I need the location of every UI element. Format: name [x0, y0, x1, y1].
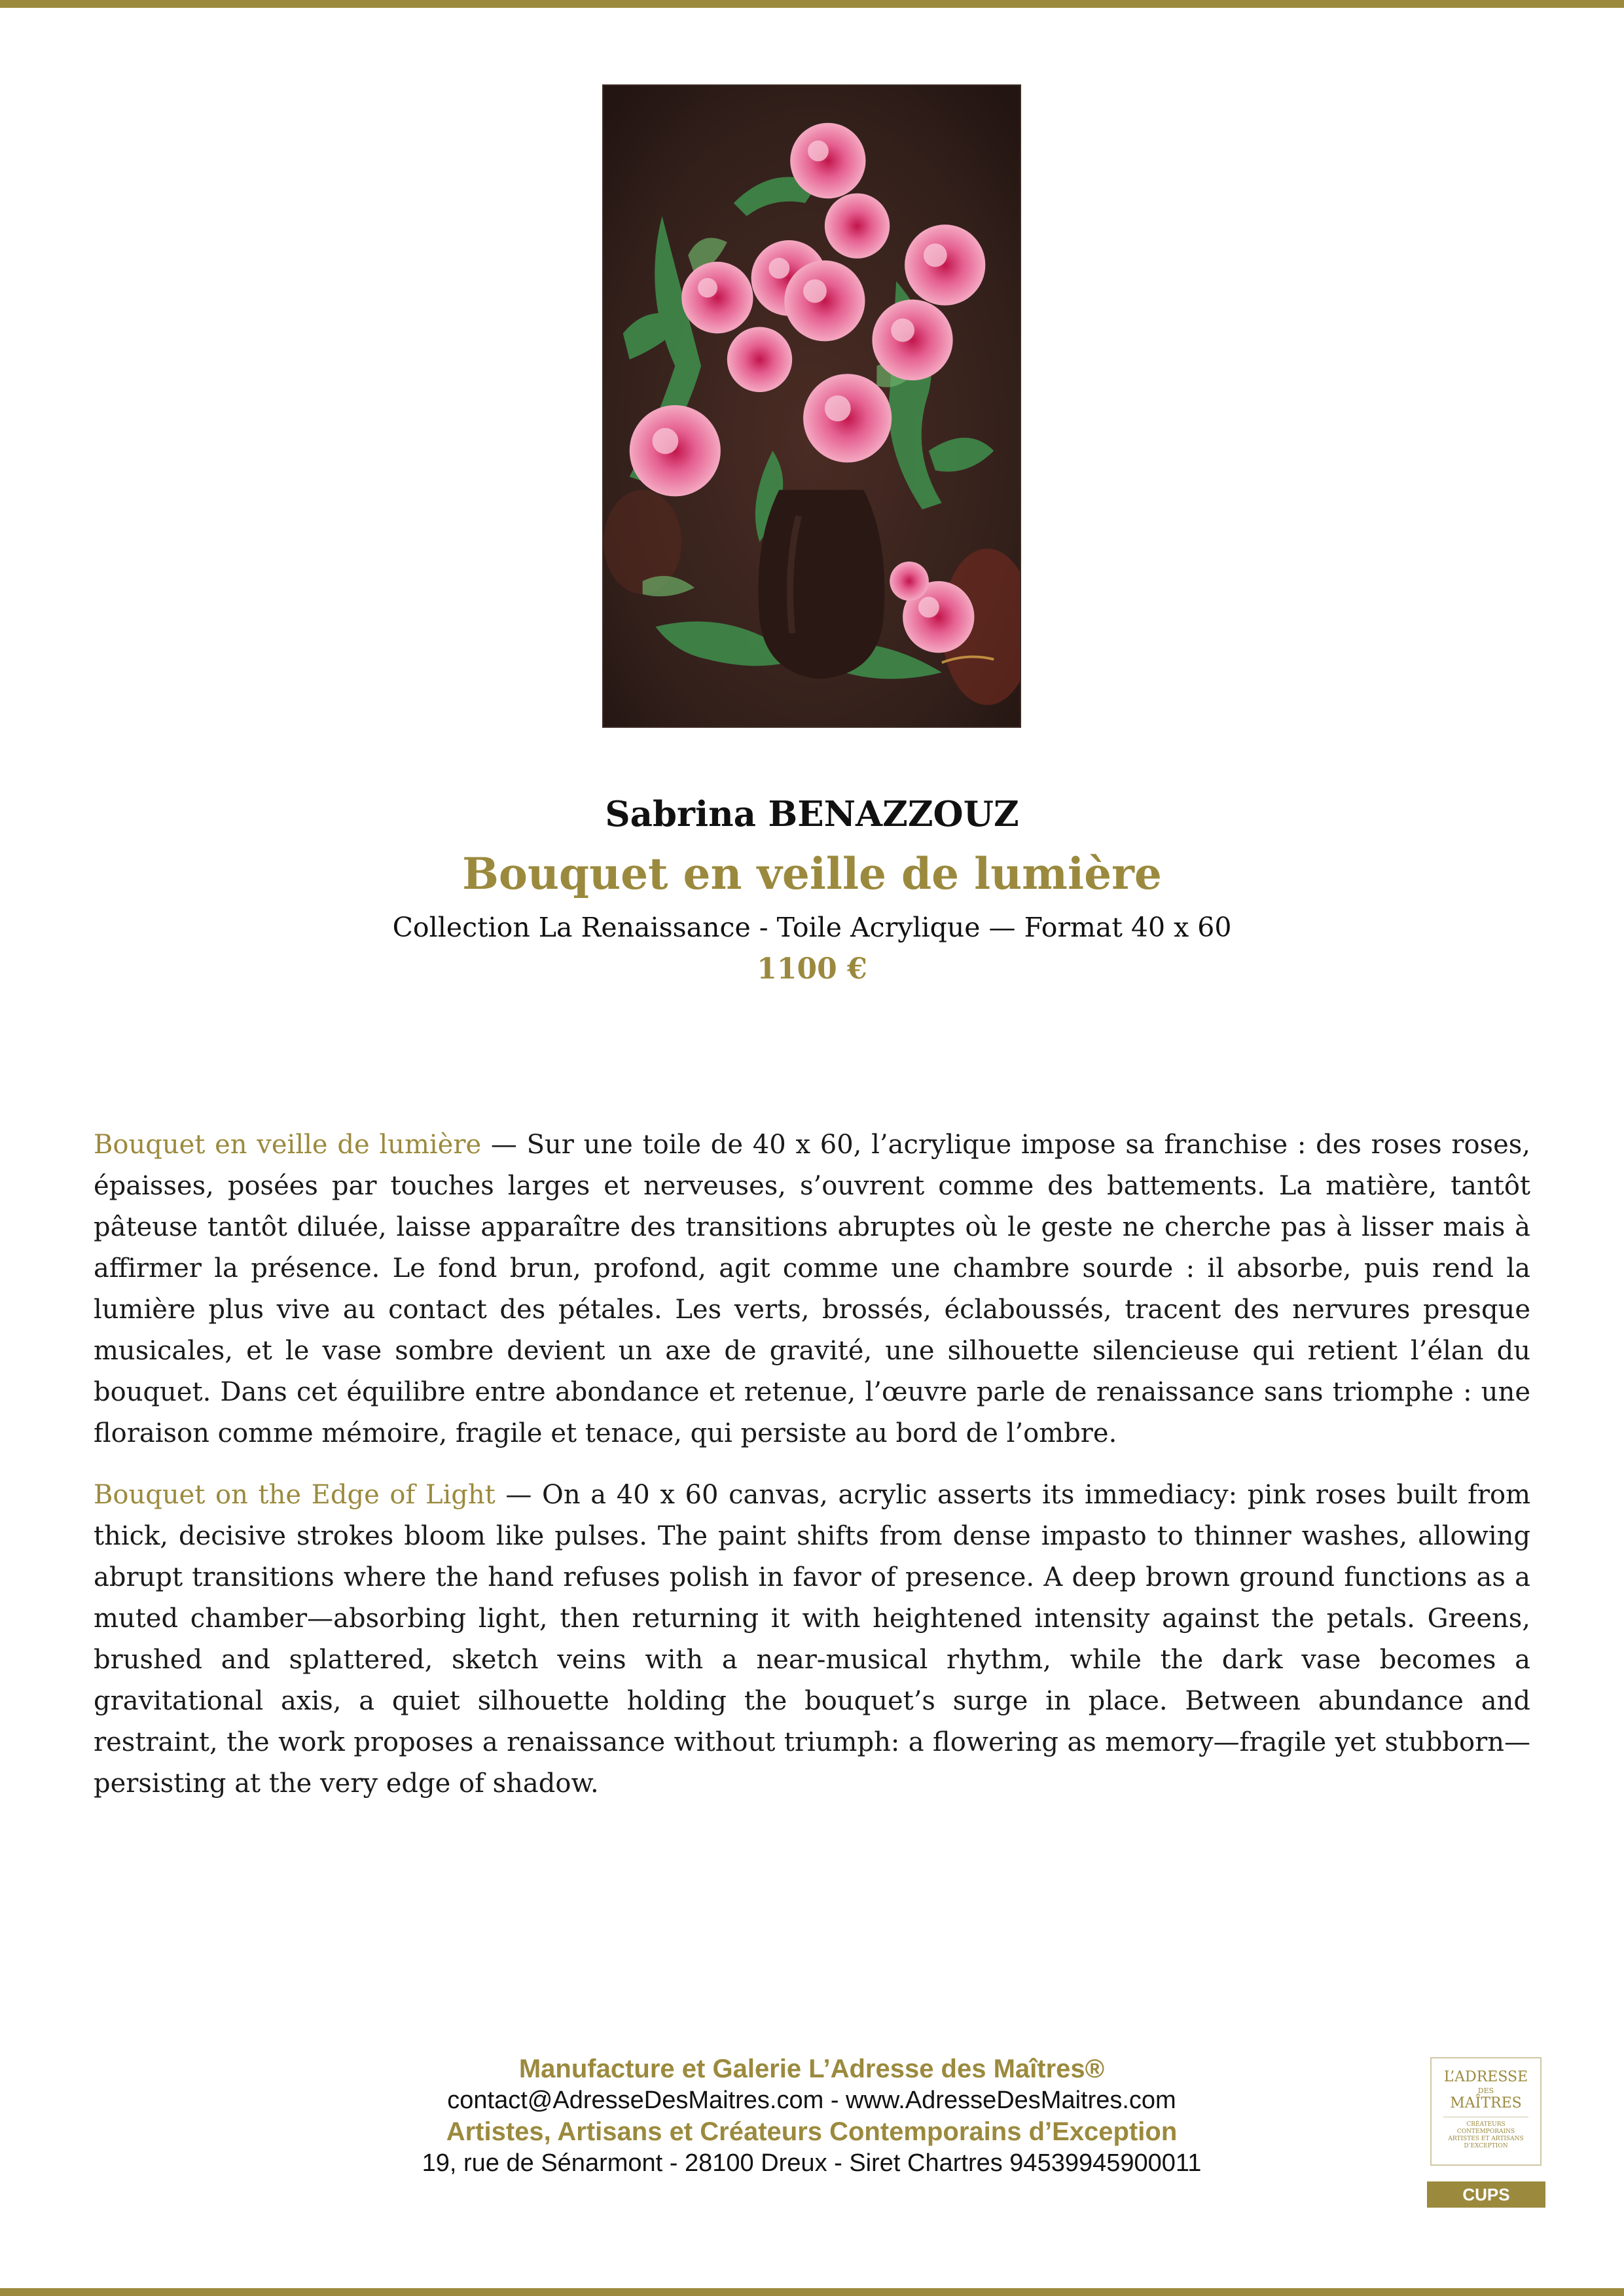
description-french-body: — Sur une toile de 40 x 60, l’acrylique impose sa franchise : des roses roses, épaisses, posées par touches larges et nerveuses, s’ouvrent comme des battements. La matière, tantôt pâteuse tantôt diluée, laisse apparaître des transitions abruptes où le geste ne cherche pas à lisser mais à affirmer la présence. Le fond brun, profond, agit comme une chambre sourde : il absorbe, puis rend la lumière plus vive au contact des pétales. Les verts, brossés, éclaboussés, tracent des nervures presque musicales, et le vase sombre devient un axe de gravité, une silhouette silencieuse qui retient l’élan du bouquet. Dans cet équilibre entre abondance et retenue, l’œuvre parle de renaissance sans triomphe : une floraison comme mémoire, fragile et tenace, qui persiste au bord de l’ombre.	[94, 1130, 1530, 1448]
gallery-logo	[1430, 2057, 1542, 2166]
artwork-subtitle: Collection La Renaissance - Toile Acrylique — Format 40 x 60	[392, 912, 1232, 943]
footer-contact[interactable]: contact@AdresseDesMaitres.com - www.AdresseDesMaitres.com	[447, 2087, 1176, 2114]
description-english-body: — On a 40 x 60 canvas, acrylic asserts its immediacy: pink roses built from thick, decisive strokes bloom like pulses. The paint shifts from dense impasto to thinner washes, allowing abrupt transitions where the hand refuses polish in favor of presence. A deep brown ground functions as a muted chamber—absorbing light, then returning it with heightened intensity against the petals. Greens, brushed and splattered, sketch veins with a near-musical rhythm, while the dark vase becomes a gravitational axis, a quiet silhouette holding the bouquet’s surge in place. Between abundance and restraint, the work proposes a renaissance without triumph: a flowering as memory—fragile yet stubborn—persisting at the very edge of shadow.	[94, 1480, 1531, 1799]
rose-bouquet-painting	[604, 86, 1020, 726]
description-english-lead: Bouquet on the Edge of Light	[94, 1480, 496, 1510]
logo-line2: DES	[1477, 2087, 1494, 2095]
footer	[367, 2053, 1257, 2179]
description-english	[94, 1475, 1530, 1804]
bottom-border	[0, 2288, 1624, 2296]
footer-tagline: Artistes, Artisans et Créateurs Contemporains d’Exception	[446, 2117, 1178, 2146]
top-border	[0, 0, 1624, 8]
artwork-title: Bouquet en veille de lumière	[462, 848, 1162, 899]
logo-line1: L’ADRESSE	[1443, 2069, 1528, 2085]
artwork-price: 1100 €	[757, 952, 867, 986]
description-french	[94, 1124, 1530, 1454]
cups-badge: CUPS	[1427, 2181, 1545, 2208]
description-french-lead: Bouquet en veille de lumière	[94, 1130, 482, 1160]
artist-name: Sabrina BENAZZOUZ	[605, 794, 1019, 834]
logo-line3: MAÎTRES	[1450, 2095, 1522, 2111]
logo-line4: CRÉATEURS CONTEMPORAINS ARTISTES ET ARTISANS D’EXCEPTION	[1448, 2121, 1524, 2149]
footer-address: 19, rue de Sénarmont - 28100 Dreux - Siret Chartres 94539945900011	[422, 2149, 1202, 2177]
footer-gallery-name: Manufacture et Galerie L’Adresse des Maîtres®	[518, 2054, 1105, 2083]
artwork-image	[602, 84, 1021, 728]
